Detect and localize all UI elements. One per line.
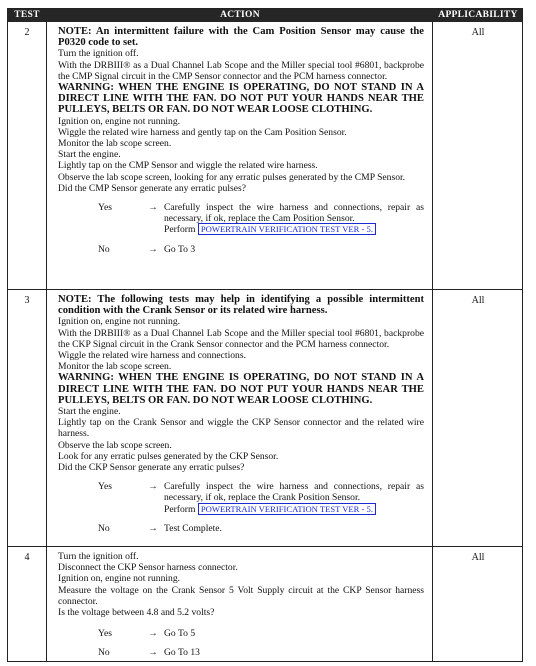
header-test: TEST bbox=[14, 10, 40, 20]
step-text: With the DRBIII® as a Dual Channel Lab Scope and the Miller special tool #6801, backprobe the CMP Signal circuit in the CMP Sensor connector and the PCM harness connector. bbox=[58, 59, 424, 82]
no-text: Go To 13 bbox=[164, 647, 200, 659]
yes-answer bbox=[58, 481, 424, 515]
step-text: Lightly tap on the Crank Sensor and wiggle the CKP Sensor connector and the related wire harness. bbox=[58, 417, 424, 440]
yes-label: Yes bbox=[98, 628, 112, 640]
yes-answer bbox=[58, 628, 424, 639]
no-label: No bbox=[98, 522, 110, 534]
step-text: With the DRBIII® as a Dual Channel Lab Scope and the Miller special tool #6801, backprobe the CKP Signal circuit in the Crank Sensor connector and the PCM harness connector. bbox=[58, 327, 424, 350]
no-answer bbox=[58, 647, 424, 658]
arrow-icon: → bbox=[148, 628, 158, 640]
step-text: Observe the lab scope screen, looking for any erratic pulses generated by the CMP Sensor. bbox=[58, 171, 406, 183]
step-text: Disconnect the CKP Sensor harness connector. bbox=[58, 562, 238, 574]
header-applicability: APPLICABILITY bbox=[438, 10, 518, 20]
applicability-value: All bbox=[471, 27, 485, 38]
step-text: Start the engine. bbox=[58, 406, 121, 418]
step-text: Wiggle the related wire harness and gently tap on the Cam Position Sensor. bbox=[58, 126, 347, 138]
table-header bbox=[8, 9, 522, 22]
perform-label: Perform bbox=[164, 224, 196, 236]
question-text: Did the CMP Sensor generate any erratic pulses? bbox=[58, 182, 247, 194]
yes-label: Yes bbox=[98, 481, 112, 493]
action-cell bbox=[58, 294, 424, 534]
step-text: Lightly tap on the CMP Sensor and wiggle the related wire harness. bbox=[58, 160, 318, 172]
arrow-icon: → bbox=[148, 481, 158, 493]
step-text: Ignition on, engine not running. bbox=[58, 316, 181, 328]
header-action: ACTION bbox=[220, 10, 260, 20]
step-text: Observe the lab scope screen. bbox=[58, 439, 172, 451]
step-text: Ignition on, engine not running. bbox=[58, 573, 181, 585]
verification-test-link[interactable]: POWERTRAIN VERIFICATION TEST VER - 5. bbox=[198, 223, 376, 235]
step-text: Monitor the lab scope screen. bbox=[58, 361, 172, 373]
table-row bbox=[8, 547, 522, 662]
step-text: Look for any erratic pulses generated by the CKP Sensor. bbox=[58, 450, 279, 462]
test-number: 3 bbox=[24, 295, 30, 306]
diagnostic-table bbox=[7, 8, 523, 662]
yes-answer bbox=[58, 202, 424, 236]
table-row bbox=[8, 22, 522, 289]
action-cell bbox=[58, 551, 424, 659]
arrow-icon: → bbox=[148, 243, 158, 255]
test-number: 2 bbox=[24, 27, 30, 38]
arrow-icon: → bbox=[148, 647, 158, 659]
perform-label: Perform bbox=[164, 503, 196, 515]
applicability-value: All bbox=[471, 295, 485, 306]
yes-text: Carefully inspect the wire harness and connections, repair as necessary, if ok, replace the Crank Position Sensor. bbox=[164, 481, 424, 504]
table-row bbox=[8, 290, 522, 546]
note-text: NOTE: The following tests may help in identifying a possible intermittent condition with the Crank Sensor or its related wire harness. bbox=[58, 294, 424, 317]
step-text: Ignition on, engine not running. bbox=[58, 115, 181, 127]
yes-text: Carefully inspect the wire harness and connections, repair as necessary, if ok, replace the Cam Position Sensor. bbox=[164, 202, 424, 225]
step-text: Turn the ignition off. bbox=[58, 48, 139, 60]
no-text: Test Complete. bbox=[164, 522, 222, 534]
no-text: Go To 3 bbox=[164, 243, 196, 255]
step-text: Start the engine. bbox=[58, 149, 121, 161]
test-number: 4 bbox=[24, 552, 30, 563]
no-label: No bbox=[98, 243, 110, 255]
applicability-value: All bbox=[471, 552, 485, 563]
warning-text: WARNING: WHEN THE ENGINE IS OPERATING, DO NOT STAND IN A DIRECT LINE WITH THE FAN. DO NOT PUT YOUR HANDS NEAR THE PULLEYS, BELTS OR FAN. DO NOT WEAR LOOSE CLOTHING. bbox=[58, 372, 424, 406]
no-answer bbox=[58, 244, 424, 255]
step-text: Measure the voltage on the Crank Sensor 5 Volt Supply circuit at the CKP Sensor harness connector. bbox=[58, 584, 424, 607]
action-cell bbox=[58, 26, 424, 255]
question-text: Did the CKP Sensor generate any erratic pulses? bbox=[58, 462, 245, 474]
verification-test-link[interactable]: POWERTRAIN VERIFICATION TEST VER - 5. bbox=[198, 503, 376, 515]
note-text: NOTE: An intermittent failure with the Cam Position Sensor may cause the P0320 code to set. bbox=[58, 26, 424, 49]
step-text: Monitor the lab scope screen. bbox=[58, 138, 172, 150]
warning-text: WARNING: WHEN THE ENGINE IS OPERATING, DO NOT STAND IN A DIRECT LINE WITH THE FAN. DO NOT PUT YOUR HANDS NEAR THE PULLEYS, BELTS OR FAN. DO NOT WEAR LOOSE CLOTHING. bbox=[58, 82, 424, 116]
arrow-icon: → bbox=[148, 522, 158, 534]
step-text: Turn the ignition off. bbox=[58, 551, 139, 562]
step-text: Wiggle the related wire harness and connections. bbox=[58, 350, 246, 362]
no-answer bbox=[58, 523, 424, 534]
yes-text: Go To 5 bbox=[164, 628, 196, 640]
arrow-icon: → bbox=[148, 202, 158, 214]
no-label: No bbox=[98, 647, 110, 659]
yes-label: Yes bbox=[98, 202, 112, 214]
question-text: Is the voltage between 4.8 and 5.2 volts? bbox=[58, 607, 215, 619]
